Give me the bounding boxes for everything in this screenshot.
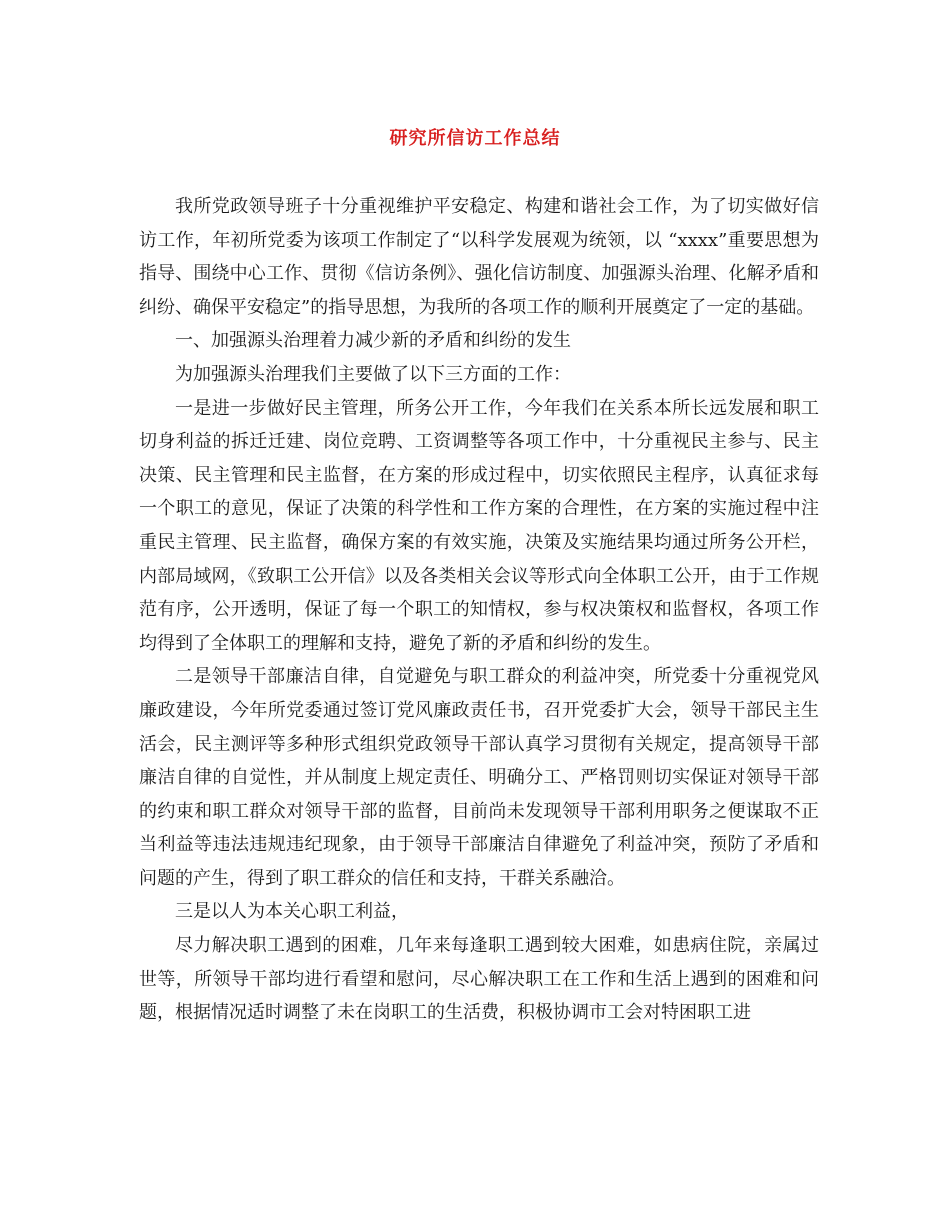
document-title: 研究所信访工作总结	[389, 128, 561, 149]
paragraph-intro: 我所党政领导班子十分重视维护平安稳定、构建和谐社会工作，为了切实做好信访工作，年初所党委为该项工作制定了“以科学发展观为统领，以 “xxxx”重要思想为指导、围绕中心工作、贯彻《信访条例》、强化信访制度、加强源头治理、化解矛盾和纠纷、确保平安稳定”的指导思想，为我所的各项工作的顺利开展奠定了一定的基础。	[139, 196, 819, 318]
paragraph-point-2: 二是领导干部廉洁自律，自觉避免与职工群众的利益冲突，所党委十分重视党风廉政建设，今年所党委通过签订党风廉政责任书，召开党委扩大会，领导干部民主生活会，民主测评等多种形式组织党政领导干部认真学习贯彻有关规定，提高领导干部廉洁自律的自觉性，并从制度上规定责任、明确分工、严格罚则切实保证对领导干部的约束和职工群众对领导干部的监督，目前尚未发现领导干部利用职务之便谋取不正当利益等违法违规违纪现象，由于领导干部廉洁自律避免了利益冲突，预防了矛盾和问题的产生，得到了职工群众的信任和支持，干群关系融洽。	[139, 666, 819, 889]
paragraph-lead-in: 为加强源头治理我们主要做了以下三方面的工作：	[175, 363, 571, 385]
paragraph-point-1: 一是进一步做好民主管理，所务公开工作，今年我们在关系本所长远发展和职工切身利益的拆迁迁建、岗位竞聘、工资调整等各项工作中，十分重视民主参与、民主决策、民主管理和民主监督，在方案的形成过程中，切实依照民主程序，认真征求每一个职工的意见，保证了决策的科学性和工作方案的合理性，在方案的实施过程中注重民主管理、民主监督，确保方案的有效实施，决策及实施结果均通过所务公开栏，内部局域网，《致职工公开信》以及各类相关会议等形式向全体职工公开，由于工作规范有序，公开透明，保证了每一个职工的知情权，参与权决策权和监督权，各项工作均得到了全体职工的理解和支持，避免了新的矛盾和纠纷的发生。	[139, 397, 819, 654]
paragraph-point-3-heading: 三是以人为本关心职工利益，	[175, 901, 409, 923]
section-heading-1: 一、加强源头治理着力减少新的矛盾和纠纷的发生	[175, 330, 571, 352]
document-body	[139, 190, 819, 1030]
paragraph-point-3: 尽力解决职工遇到的困难，几年来每逢职工遇到较大困难，如患病住院，亲属过世等，所领导干部均进行看望和慰问，尽心解决职工在工作和生活上遇到的困难和问题，根据情况适时调整了未在岗职工的生活费，积极协调市工会对特困职工进	[139, 935, 819, 1024]
